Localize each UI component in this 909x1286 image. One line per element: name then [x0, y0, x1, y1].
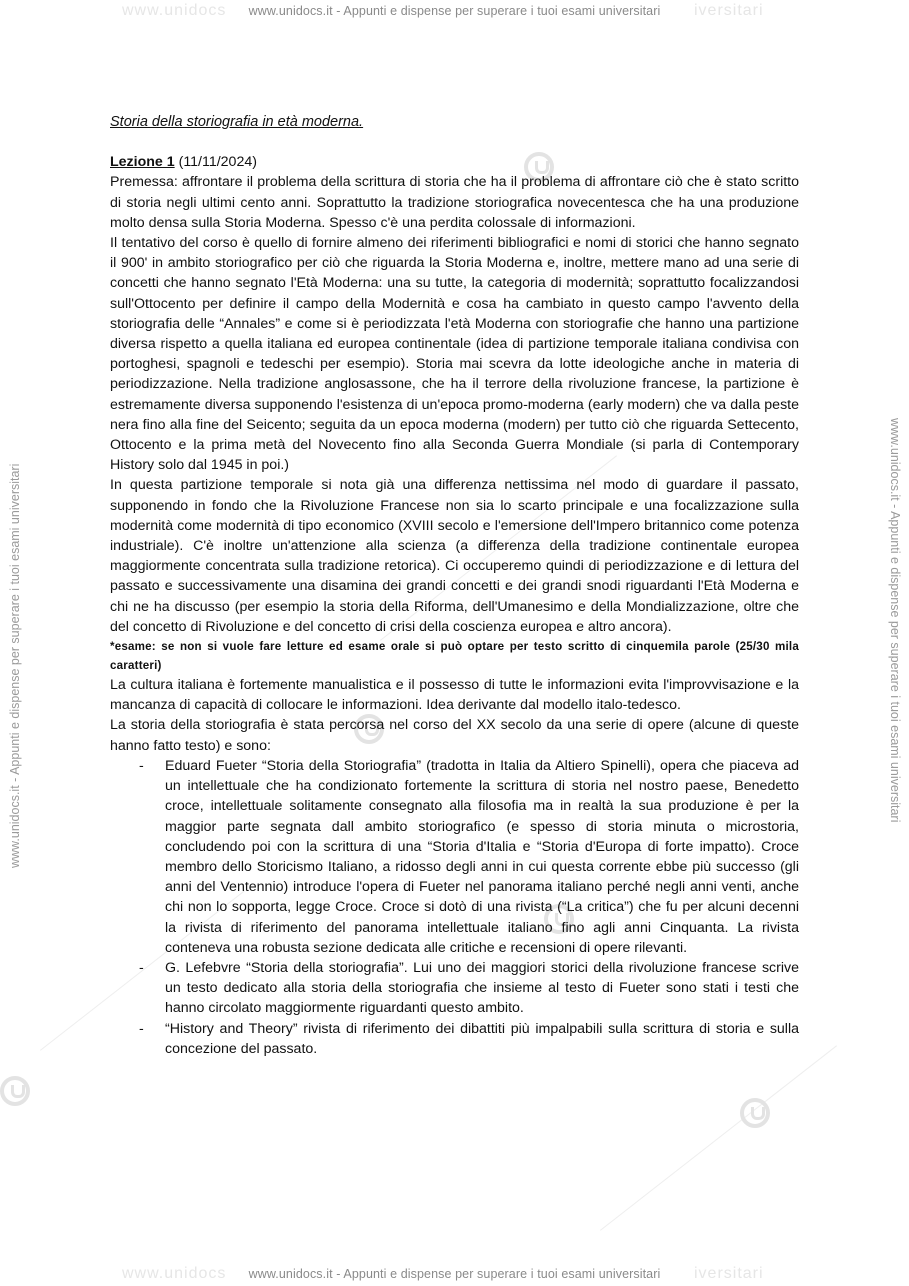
exam-note: *esame: se non si vuole fare letture ed esame orale si può optare per testo scritto di cinquemila parole (25/30 mila caratteri) [110, 640, 799, 673]
faint-watermark-left: www.unidocs [122, 2, 227, 19]
list-item-text: “History and Theory” rivista di riferimento dei dibattiti più impalpabili sulla scrittura di storia e sulla concezione del passato. [165, 1020, 799, 1057]
left-side-watermark: www.unidocs.it - Appunti e dispense per superare i tuoi esami universitari [8, 463, 22, 868]
list-dash: - [139, 1020, 144, 1037]
historiography-intro-paragraph: La storia della storiografia è stata percorsa nel corso del XX secolo da una serie di opere (alcune di queste hanno fatto testo) e sono: [110, 717, 799, 754]
periodization-paragraph: In questa partizione temporale si nota già una differenza nettissima nel modo di guardare il passato, supponendo in fondo che la Rivoluzione Francese non sia lo scarto principale e una focalizzazione sulla modernità come modernità di tipo economico (XVIII secolo e l'emersione dell'Impero britannico come potenza industriale). C'è inoltre un'attenzione alla scienza (a differenza della tradizione continentale europea maggiormente concentrata sulla tradizione retorica). Ci occuperemo quindi di periodizzazione e di lettura del passato e successivamente una disamina dei grandi concetti e dei grandi snodi riguardanti l'Età Moderna e chi ne ha discusso (per esempio la storia della Riforma, dell'Umanesimo e della Mondializzazione, oltre che del concetto di Rivoluzione e del concetto di crisi della coscienza europea e altro ancora). [110, 477, 799, 635]
course-goal-paragraph: Il tentativo del corso è quello di fornire almeno dei riferimenti bibliografici e nomi di storici che hanno segnato il 900' in ambito storiografico per ciò che riguarda la Storia Moderna e, inoltre, mettere mano ad una serie di concetti che hanno segnato l'Età Moderna: una su tutte, la categoria di modernità; soprattutto focalizzandosi sull'Ottocento per definire il campo della Modernità e cosa ha cambiato in questo campo l'avvento della storiografia delle “Annales” e come si è periodizzata l'età Moderna con storiografie che hanno una partizione diversa rispetto a quella italiana ed europea continentale (idea di partizione temporale italiana condivisa con portoghesi, spagnoli e tedeschi per esempio). Storia mai scevra da lotte ideologiche anche in materia di periodizzazione. Nella tradizione anglosassone, che ha il terrore della rivoluzione francese, la partizione è estremamente diversa supponendo l'esistenza di un'epoca promo-moderna (early modern) che va dalla peste nera fino alla fine del Seicento; seguita da un epoca moderna (modern) per tutto ciò che riguarda Settecento, Ottocento e la prima metà del Novecento fino alla Seconda Guerra Mondiale (si parla di Contemporary History solo dal 1945 in poi.) [110, 235, 799, 474]
document-title: Storia della storiografia in età moderna. [110, 114, 364, 130]
lesson-label: Lezione 1 [110, 154, 175, 171]
document-body [110, 112, 799, 1059]
header-watermark: www.unidocs.it - Appunti e dispense per superare i tuoi esami universitari [248, 4, 661, 18]
footer-watermark: www.unidocs.it - Appunti e dispense per superare i tuoi esami universitari [248, 1267, 661, 1281]
list-item [110, 756, 799, 958]
faint-watermark-right: iversitari [694, 2, 764, 19]
list-dash: - [139, 959, 144, 976]
lesson-date: (11/11/2024) [178, 154, 257, 171]
watermark-diagonal-line [600, 1045, 837, 1230]
list-dash: - [139, 757, 144, 774]
list-item [110, 958, 799, 1019]
unidocs-logo-icon [740, 1098, 770, 1128]
list-item-text: Eduard Fueter “Storia della Storiografia” (tradotta in Italia da Altiero Spinelli), opera che piaceva ad un intellettuale che ha condizionato fortemente la scrittura di storia nel nostro paese, Benedetto croce, intellettuale solitamente consegnato alla filosofia ma in realtà la sua produzione è per la maggior parte segnata dall ambito storiografico (e spesso di storia minuta o microstoria, concludendo poi con la scrittura di una “Storia d'Italia e “Storia d'Europa di forte impatto). Croce membro dello Storicismo Italiano, a ridosso degli anni in cui questa corrente ebbe più successo (gli anni del Ventennio) introduce l'opera di Fueter nel panorama italiano perché negli anni venti, anche chi non lo sopporta, legge Croce. Croce si dotò di una rivista (“La critica”) che fu per alcuni decenni la rivista di riferimento del panorama intellettuale italiano fino agli anni Cinquanta. La rivista conteneva una robusta sezione dedicata alle critiche e recensioni di opere rilevanti. [165, 757, 799, 956]
intro-paragraph: Premessa: affrontare il problema della scrittura di storia che ha il problema di affrontare ciò che è stato scritto di storia negli ultimi cento anni. Soprattutto la tradizione storiografica novecentesca che ha una produzione molto densa sulla Storia Moderna. Spesso c'è una perdita colossale di informazioni. [110, 174, 799, 231]
list-item [110, 1019, 799, 1059]
faint-watermark-right-bottom: iversitari [694, 1265, 764, 1282]
faint-watermark-left-bottom: www.unidocs [122, 1265, 227, 1282]
list-item-text: G. Lefebvre “Storia della storiografia”. Lui uno dei maggiori storici della rivoluzione francese scrive un testo dedicato alla storia della storiografia che insieme al testo di Fueter sono stati i testi che hanno circolato maggiormente riguardanti questo ambito. [165, 959, 799, 1017]
italian-culture-paragraph: La cultura italiana è fortemente manualistica e il possesso di tutte le informazioni evita l'improvvisazione e la mancanza di capacità di collocare le informazioni. Idea derivante dal modello italo-tedesco. [110, 677, 799, 714]
right-side-watermark: www.unidocs.it - Appunti e dispense per superare i tuoi esami universitari [888, 418, 902, 823]
unidocs-logo-icon [0, 1076, 30, 1106]
works-list [110, 756, 799, 1059]
lesson-heading [110, 152, 799, 172]
